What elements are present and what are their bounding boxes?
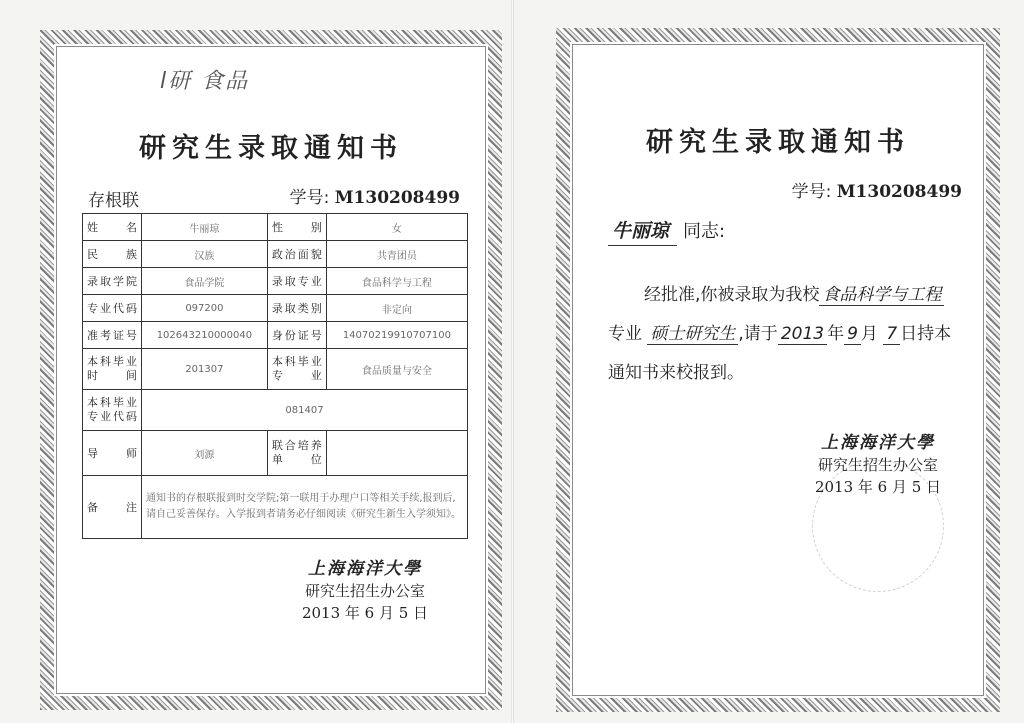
page-title: 研究生录取通知书 [646,127,910,158]
field-label: 录取类别 [267,295,326,322]
field-value-admission-type: 非定向 [326,295,467,322]
field-value-grad-major: 食品质量与安全 [326,349,467,390]
table-row [83,349,468,390]
field-label: 准考证号 [83,322,142,349]
field-label: 本科毕业时 间 [83,349,142,390]
issuer-signature [778,432,978,498]
year-fill: 2013 [778,324,827,345]
notice-body [608,276,966,393]
field-value-grad-time: 201307 [142,349,268,390]
field-value-notes: 通知书的存根联报到时交学院;第一联用于办理户口等相关手续,报到后,请自己妥善保存。入学报到者请务必仔细阅读《研究生新生入学须知》。 [142,476,468,539]
field-value-grad-major-code: 081407 [142,390,468,431]
field-value-advisor: 刘源 [142,431,268,476]
table-row [83,322,468,349]
field-label: 本科毕业专业代码 [83,390,142,431]
school-name: 上海海洋大學 [821,433,935,453]
table-row [83,295,468,322]
issuer-signature [270,558,460,624]
field-label: 备 注 [83,476,142,539]
student-number-value: M130208499 [836,182,962,202]
table-row [83,268,468,295]
salutation-suffix: 同志: [683,221,726,242]
field-label: 联合培养单 位 [267,431,326,476]
page-fold [511,0,514,723]
field-value-id-number: 14070219910707100 [326,322,467,349]
field-label: 本科毕业专 业 [267,349,326,390]
body-text: ,请于 [738,324,778,344]
field-value-exam-number: 102643210000040 [142,322,268,349]
month-fill: 9 [844,324,861,345]
field-label: 录取专业 [267,268,326,295]
school-name: 上海海洋大學 [308,559,422,579]
student-number [792,177,962,202]
field-label: 录取学院 [83,268,142,295]
student-number-label: 学号: [289,188,330,208]
degree-fill: 硕士研究生 [647,324,738,345]
admission-info-table [82,213,468,539]
major-fill: 食品科学与工程 [819,285,944,306]
page-title: 研究生录取通知书 [139,133,403,164]
student-number-value: M130208499 [334,188,460,208]
body-text: 年 [827,324,845,344]
field-value-sex: 女 [326,214,467,241]
field-label: 性 别 [267,214,326,241]
body-text: 专业 [608,324,642,344]
field-label: 民 族 [83,241,142,268]
recipient-name: 牛丽琼 [608,216,677,246]
student-number-label: 学号: [791,182,832,202]
field-label: 政治面貌 [267,241,326,268]
stub-label: 存根联 [88,191,139,211]
field-value-ethnic: 汉族 [142,241,268,268]
office-name: 研究生招生办公室 [304,582,425,600]
table-row [83,476,468,539]
body-text: 月 [860,324,878,344]
field-value-college: 食品学院 [142,268,268,295]
office-name: 研究生招生办公室 [817,456,938,474]
salutation [608,216,725,246]
student-number [290,183,460,208]
field-label: 导 师 [83,431,142,476]
field-label: 专业代码 [83,295,142,322]
field-value-political: 共青团员 [326,241,467,268]
issue-date: 2013 年 6 月 5 日 [301,604,429,622]
body-text: 日持本通知书来校报到。 [608,324,952,383]
notice-page [556,28,1000,712]
body-text: 经批准,你被录取为我校 [644,285,820,305]
table-row [83,241,468,268]
notice-stub-page [40,30,502,710]
table-row [83,431,468,476]
issue-date: 2013 年 6 月 5 日 [814,478,942,496]
day-fill: 7 [883,324,900,345]
field-value-major: 食品科学与工程 [326,268,467,295]
field-label: 姓 名 [83,214,142,241]
handwritten-note: l研 食品 [160,69,250,94]
table-row [83,390,468,431]
field-value-joint-unit [326,431,467,476]
field-value-name: 牛丽琼 [142,214,268,241]
table-row [83,214,468,241]
field-value-major-code: 097200 [142,295,268,322]
field-label: 身份证号 [267,322,326,349]
